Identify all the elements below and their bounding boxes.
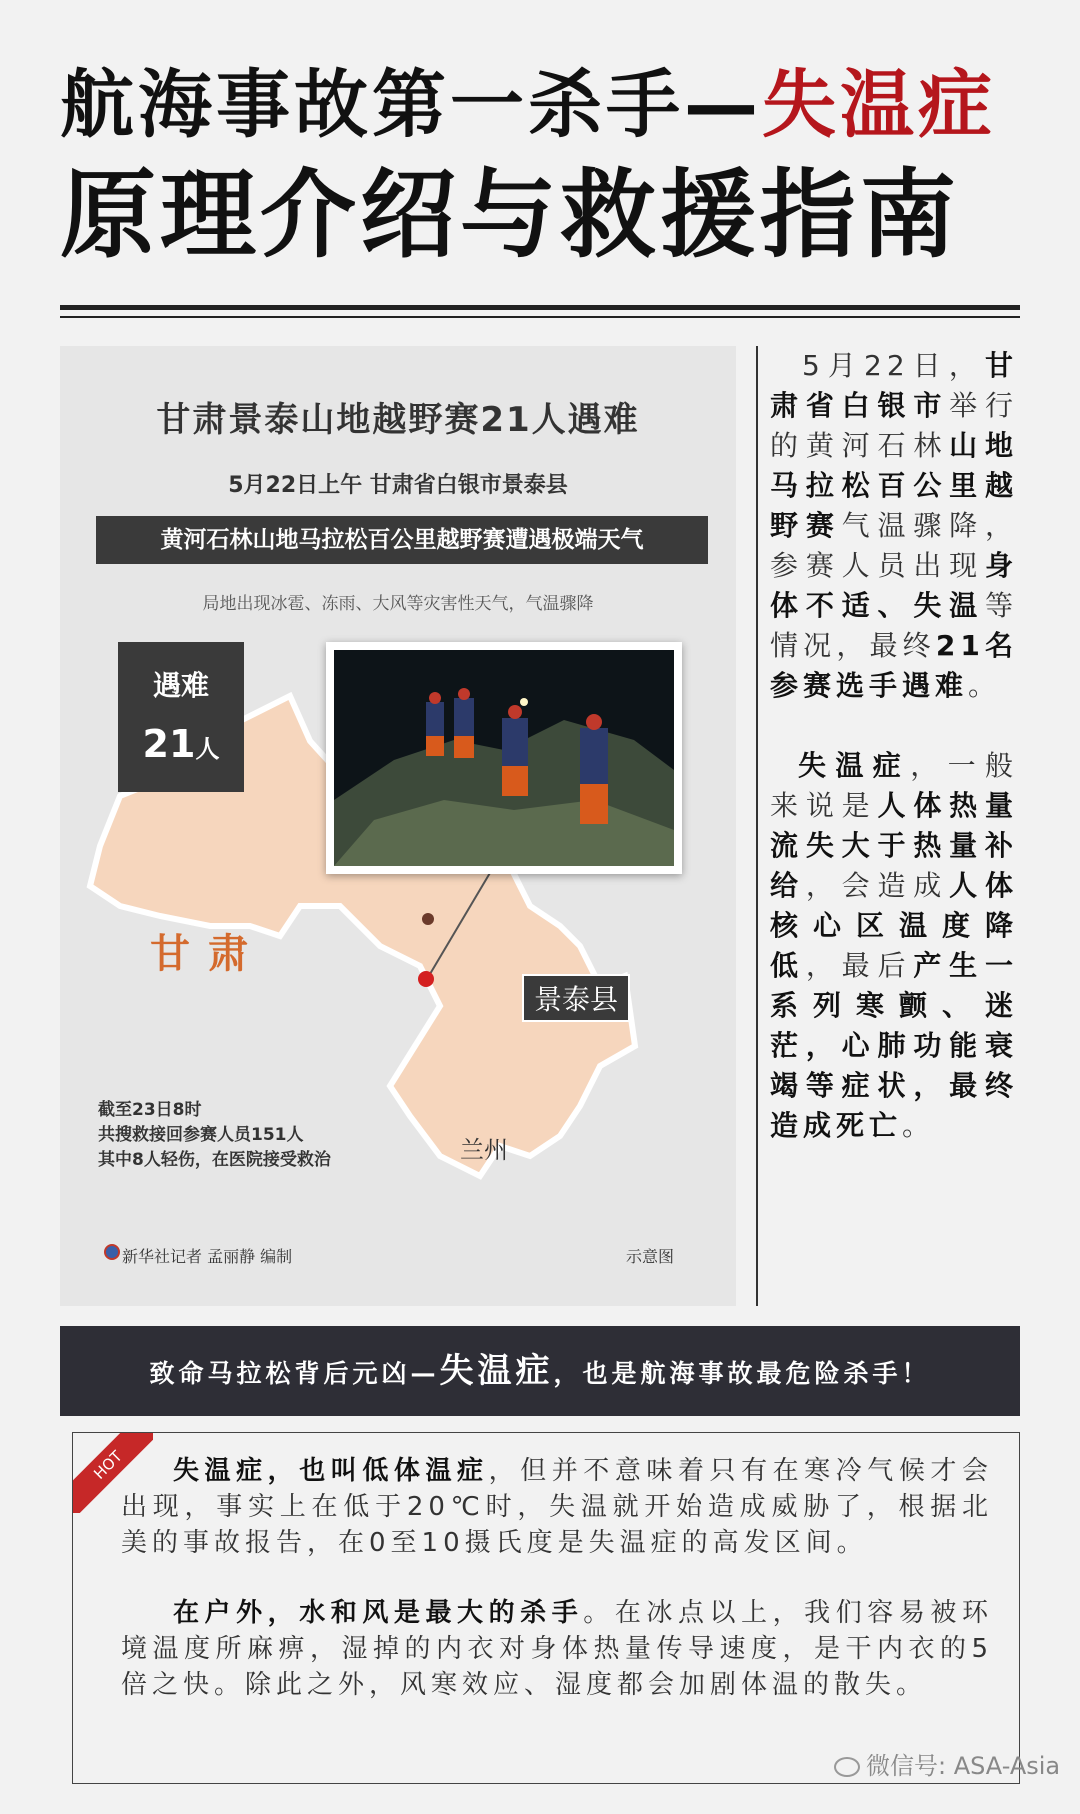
victims-unit: 人	[195, 735, 220, 763]
page-title-line2: 原理介绍与救援指南	[60, 159, 960, 271]
info-bold: 在户外，水和风是最大的杀手	[173, 1598, 584, 1628]
wechat-watermark	[834, 1746, 1060, 1781]
note-line: 其中8人轻伤，在医院接受救治	[98, 1150, 331, 1170]
side-text: 。	[968, 669, 1002, 702]
side-text: 气温骤降，参赛人员出现	[770, 509, 1018, 582]
infographic-panel	[60, 346, 736, 1306]
side-text: 。	[902, 1109, 936, 1142]
side-text: 5月22日，	[802, 349, 985, 382]
rescue-photo-image	[334, 650, 674, 866]
schematic-label: 示意图	[626, 1247, 675, 1266]
lanzhou-dot	[418, 971, 434, 987]
banner-highlight: 失温症	[439, 1351, 554, 1391]
side-paragraph-1	[770, 346, 1018, 706]
side-text: ，一般来说是	[770, 749, 1018, 822]
side-column	[770, 346, 1018, 1146]
side-text: 等情况，最终	[770, 589, 1018, 662]
side-text: ，最后	[805, 949, 914, 982]
title-prefix: 航海事故第一杀手—	[60, 62, 762, 148]
hot-badge: HOT	[73, 1433, 153, 1513]
info-bold: 失温症，也叫低体温症	[173, 1456, 489, 1486]
note-line: 截至23日8时	[98, 1100, 202, 1120]
xinhua-logo-icon	[104, 1244, 120, 1260]
infographic-credit: 新华社记者 孟丽静 编制	[122, 1247, 293, 1266]
map-label-jingtai: 景泰县	[522, 974, 630, 1022]
headline-banner	[60, 1326, 1020, 1416]
column-divider	[756, 346, 758, 1306]
wechat-icon	[834, 1757, 860, 1777]
side-bold: 人体热量流失大于热量补给	[770, 789, 1018, 902]
infographic-subtitle: 局地出现冰雹、冻雨、大风等灾害性天气，气温骤降	[202, 594, 594, 614]
title-rule-thick	[60, 305, 1020, 310]
victims-box	[118, 642, 244, 792]
side-bold: 山地马拉松百公里越野赛	[770, 429, 1018, 542]
page-title-line1	[60, 60, 1020, 150]
jingtai-dot	[422, 913, 434, 925]
side-text: ，会造成	[805, 869, 950, 902]
infographic-date: 5月22日上午 甘肃省白银市景泰县	[228, 473, 568, 498]
rescue-photo	[326, 642, 682, 874]
banner-text: 致命马拉松背后元凶—	[149, 1359, 440, 1388]
info-paragraph-2	[121, 1595, 993, 1703]
side-bold: 失温症	[798, 749, 911, 782]
title-rule-thin	[60, 316, 1020, 318]
side-bold: 产生一系列寒颤、迷茫，心肺功能衰竭等症状，最终造成死亡	[770, 949, 1018, 1142]
side-text: 举行的黄河石林	[770, 389, 1018, 462]
infographic-banner: 黄河石林山地马拉松百公里越野赛遭遇极端天气	[96, 516, 708, 564]
victims-count: 21	[142, 722, 196, 766]
rescue-note	[98, 1098, 331, 1173]
info-text: 。在冰点以上，我们容易被环境温度所麻痹，湿掉的内衣对身体热量传导速度，是干内衣的5倍之快。除此之外，风寒效应、湿度都会加剧体温的散失。	[121, 1598, 993, 1700]
map-label-lanzhou: 兰州	[460, 1136, 508, 1164]
info-box-text	[121, 1453, 993, 1703]
infographic-title: 甘肃景泰山地越野赛21人遇难	[156, 400, 640, 440]
victims-count-line	[118, 722, 244, 766]
title-highlight: 失温症	[762, 62, 996, 148]
info-box	[72, 1432, 1020, 1784]
banner-text: ，也是航海事故最危险杀手！	[553, 1359, 931, 1388]
side-bold: 21名参赛选手遇难	[770, 629, 1018, 702]
side-paragraph-2	[770, 746, 1018, 1146]
note-line: 共搜救接回参赛人员151人	[98, 1125, 304, 1145]
watermark-text: 微信号: ASA-Asia	[866, 1752, 1061, 1780]
info-paragraph-1	[121, 1453, 993, 1561]
info-text: ，但并不意味着只有在寒冷气候才会出现，事实上在低于20℃时，失温就开始造成威胁了，根据北美的事故报告，在0至10摄氏度是失温症的高发区间。	[121, 1456, 993, 1558]
side-bold: 人体核心区温度降低	[770, 869, 1018, 982]
side-bold: 身体不适、失温	[770, 549, 1018, 622]
map-label-gansu: 甘肃	[150, 931, 266, 977]
side-bold: 甘肃省白银市	[770, 349, 1018, 422]
victims-label: 遇难	[152, 669, 209, 702]
